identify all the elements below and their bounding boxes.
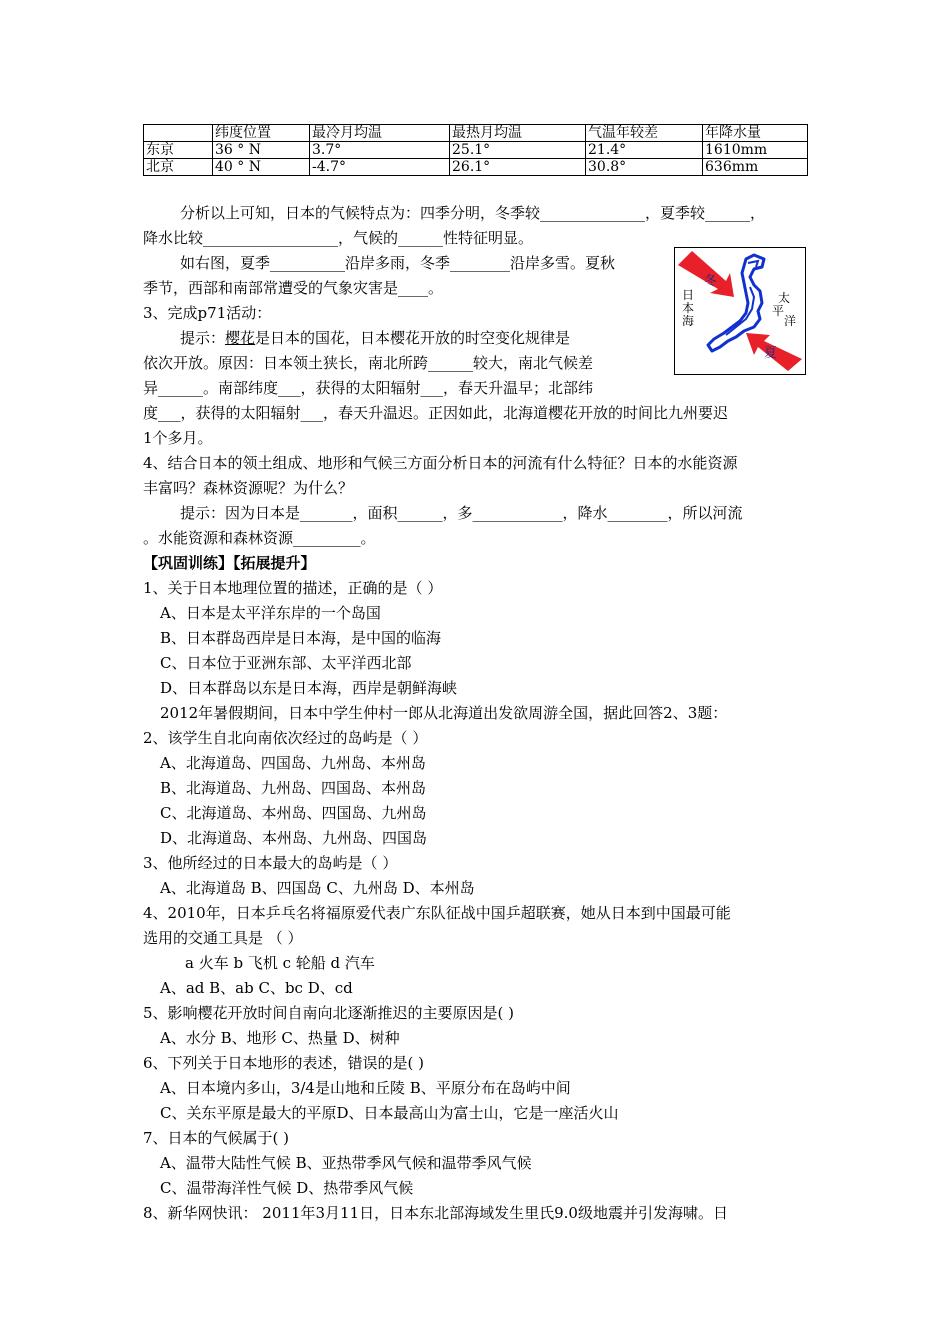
option: B、北海道岛、九州岛、四国岛、本州岛 (160, 779, 427, 797)
sakura-term: 樱花 (225, 329, 256, 347)
option: A、北海道岛、四国岛、九州岛、本州岛 (160, 754, 426, 772)
question: 7、日本的气候属于( ) (143, 1129, 290, 1147)
option: A、温带大陆性气候 B、亚热带季风气候和温带季风气候 (160, 1154, 532, 1172)
table-header-cell: 年降水量 (703, 125, 808, 142)
text-line: 度___，获得的太阳辐射___，春天升温迟。正因如此，北海道樱花开放的时间比九州要迟 (143, 404, 729, 422)
text-line: 1个多月。 (143, 429, 213, 447)
question: 6、下列关于日本地形的表述，错误的是( ) (143, 1054, 425, 1072)
text-segment: 是日本的国花，日本樱花开放的时空变化规律是 (255, 329, 571, 347)
text-line (180, 328, 570, 348)
table-cell: 21.4° (586, 142, 703, 159)
option: C、关东平原是最大的平原D、日本最高山为富士山，它是一座活火山 (160, 1104, 619, 1122)
winter-label: 冬 (704, 274, 718, 289)
table-cell: 北京 (144, 159, 213, 176)
table-cell: 636mm (703, 159, 808, 176)
sea-of-japan-label-3: 海 (682, 314, 695, 328)
option: C、温带海洋性气候 D、热带季风气候 (160, 1179, 414, 1197)
option: A、ad B、ab C、bc D、cd (160, 979, 353, 997)
section-heading: 【巩固训练】【拓展提升】 (143, 554, 316, 572)
table-cell: -4.7° (310, 159, 450, 176)
option: D、北海道岛、本州岛、九州岛、四国岛 (160, 829, 428, 847)
table-cell: 36 ° N (213, 142, 310, 159)
question: 8、新华网快讯： 2011年3月11日，日本东北部海域发生里氏9.0级地震并引发海啸。日 (143, 1204, 728, 1222)
option: B、日本群岛西岸是日本海，是中国的临海 (160, 629, 442, 647)
option: A、水分 B、地形 C、热量 D、树种 (160, 1029, 400, 1047)
pacific-label-2: 平 (772, 304, 785, 318)
text-line: 提示：因为日本是_______，面积______，多____________，降水________，所以河流 (180, 504, 743, 522)
table-cell: 26.1° (450, 159, 586, 176)
table-header-cell: 最热月均温 (450, 125, 586, 142)
table-cell: 3.7° (310, 142, 450, 159)
text-line: 异______。南部纬度___，获得的太阳辐射___，春天升温早；北部纬 (143, 379, 594, 397)
option: A、日本境内多山，3/4是山地和丘陵 B、平原分布在岛屿中间 (160, 1079, 571, 1097)
climate-table (143, 124, 808, 176)
option: A、日本是太平洋东岸的一个岛国 (160, 604, 381, 622)
table-cell: 30.8° (586, 159, 703, 176)
sea-of-japan-label-1: 日 (682, 288, 695, 302)
table-row (144, 142, 808, 159)
text-line: 季节，西部和南部常遭受的气象灾害是____。 (143, 279, 444, 297)
hint-label: 提示： (180, 329, 226, 347)
option: C、日本位于亚洲东部、太平洋西北部 (160, 654, 412, 672)
pacific-label-3: 洋 (784, 314, 797, 328)
text-line: 3、完成p71活动： (143, 304, 272, 322)
question: 3、他所经过的日本最大的岛屿是（ ） (143, 854, 398, 872)
option: A、北海道岛 B、四国岛 C、九州岛 D、本州岛 (160, 879, 475, 897)
table-cell: 25.1° (450, 142, 586, 159)
text-line: 。水能资源和森林资源_________。 (143, 529, 376, 547)
question: 2、该学生自北向南依次经过的岛屿是（ ） (143, 729, 428, 747)
text-line: 2012年暑假期间，日本中学生仲村一郎从北海道出发欲周游全国，据此回答2、3题： (160, 704, 728, 722)
option: a 火车 b 飞机 c 轮船 d 汽车 (185, 954, 375, 972)
option: D、日本群岛以东是日本海，西岸是朝鲜海峡 (160, 679, 458, 697)
table-header-cell: 纬度位置 (213, 125, 310, 142)
table-row (144, 159, 808, 176)
text-line: 分析以上可知，日本的气候特点为：四季分明，冬季较______________，夏季较______， (180, 204, 766, 222)
text-line: 4、结合日本的领土组成、地形和气候三方面分析日本的河流有什么特征？日本的水能资源 (143, 454, 738, 472)
pacific-label-1: 太 (778, 291, 791, 305)
option: C、北海道岛、本州岛、四国岛、九州岛 (160, 804, 427, 822)
table-cell: 东京 (144, 142, 213, 159)
table-header-cell: 最冷月均温 (310, 125, 450, 142)
question: 5、影响樱花开放时间自南向北逐渐推迟的主要原因是( ) (143, 1004, 515, 1022)
table-header-cell (144, 125, 213, 142)
summer-label: 夏 (764, 346, 778, 361)
sea-of-japan-label-2: 本 (682, 301, 695, 315)
japan-monsoon-map (674, 247, 806, 375)
text-line: 降水比较__________________，气候的______性特征明显。 (143, 229, 534, 247)
question: 选用的交通工具是 （ ） (143, 929, 303, 947)
question: 1、关于日本地理位置的描述，正确的是（ ） (143, 579, 443, 597)
table-header-row (144, 125, 808, 142)
table-cell: 40 ° N (213, 159, 310, 176)
text-line: 丰富吗？森林资源呢？为什么？ (143, 479, 354, 497)
question: 4、2010年，日本乒乓名将福原爱代表广东队征战中国乒超联赛，她从日本到中国最可能 (143, 904, 731, 922)
table-header-cell: 气温年较差 (586, 125, 703, 142)
text-line: 依次开放。原因：日本领土狭长，南北所跨______较大，南北气候差 (143, 354, 594, 372)
text-line: 如右图，夏季__________沿岸多雨，冬季________沿岸多雪。夏秋 (180, 254, 616, 272)
table-cell: 1610mm (703, 142, 808, 159)
